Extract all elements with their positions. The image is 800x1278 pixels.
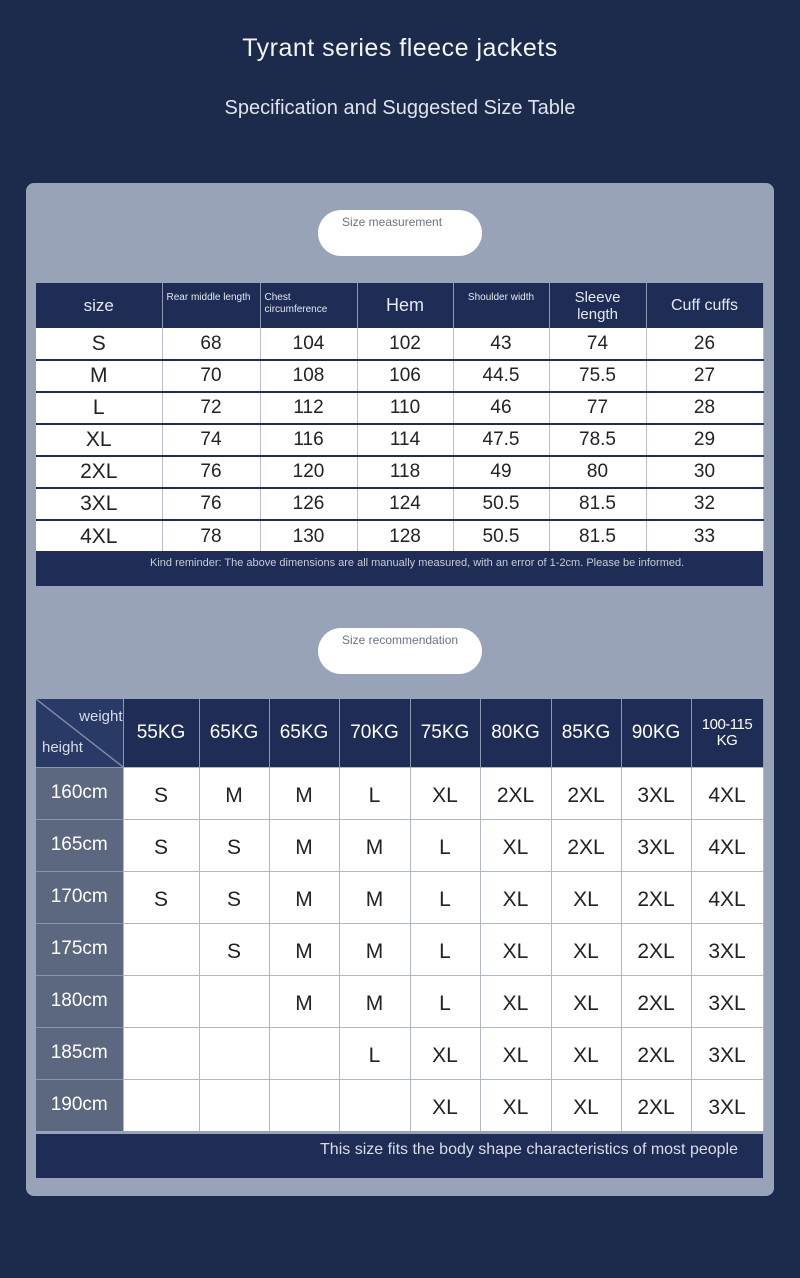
recommended-size-cell: 2XL bbox=[621, 871, 691, 923]
measurement-cell: 112 bbox=[260, 392, 357, 424]
recommended-size-cell: XL bbox=[480, 1079, 551, 1131]
recommended-size-cell bbox=[199, 975, 269, 1027]
size-cell: XL bbox=[36, 424, 162, 456]
recommended-size-cell: 3XL bbox=[621, 767, 691, 819]
measurement-cell: 114 bbox=[357, 424, 453, 456]
recommended-size-cell bbox=[269, 1079, 339, 1131]
recommended-size-cell: S bbox=[123, 819, 199, 871]
size-cell: L bbox=[36, 392, 162, 424]
measurement-cell: 74 bbox=[162, 424, 260, 456]
column-header: Cuff cuffs bbox=[646, 283, 763, 328]
recommended-size-cell: M bbox=[269, 871, 339, 923]
recommended-size-cell: XL bbox=[410, 767, 480, 819]
measurement-cell: 126 bbox=[260, 488, 357, 520]
table-row bbox=[36, 328, 763, 360]
recommended-size-cell bbox=[123, 923, 199, 975]
table-row bbox=[36, 923, 763, 975]
recommendation-note: This size fits the body shape characteristics of most people bbox=[36, 1134, 763, 1178]
recommended-size-cell: XL bbox=[410, 1079, 480, 1131]
recommended-size-cell: 4XL bbox=[691, 819, 763, 871]
measurement-cell: 81.5 bbox=[549, 488, 646, 520]
measurement-cell: 102 bbox=[357, 328, 453, 360]
page-subtitle: Specification and Suggested Size Table bbox=[224, 97, 576, 119]
size-cell: S bbox=[36, 328, 162, 360]
recommended-size-cell: XL bbox=[410, 1027, 480, 1079]
height-row-header: 185cm bbox=[36, 1027, 123, 1079]
recommended-size-cell: XL bbox=[551, 923, 621, 975]
weight-header: 85KG bbox=[551, 699, 621, 767]
recommended-size-cell: S bbox=[199, 819, 269, 871]
recommended-size-cell: M bbox=[269, 975, 339, 1027]
recommended-size-cell: M bbox=[269, 767, 339, 819]
measurement-cell: 124 bbox=[357, 488, 453, 520]
table-header-row bbox=[36, 283, 763, 328]
measurement-cell: 76 bbox=[162, 488, 260, 520]
weight-header: 70KG bbox=[339, 699, 410, 767]
measurement-cell: 130 bbox=[260, 520, 357, 552]
size-measurement-label: Size measurement bbox=[318, 210, 482, 256]
recommended-size-cell: M bbox=[339, 923, 410, 975]
recommended-size-cell: L bbox=[410, 923, 480, 975]
recommended-size-cell bbox=[199, 1079, 269, 1131]
recommended-size-cell: 2XL bbox=[551, 767, 621, 819]
measurement-cell: 78.5 bbox=[549, 424, 646, 456]
recommended-size-cell bbox=[123, 1079, 199, 1131]
measurement-cell: 128 bbox=[357, 520, 453, 552]
measurement-cell: 50.5 bbox=[453, 488, 549, 520]
weight-header: 65KG bbox=[269, 699, 339, 767]
measurement-cell: 26 bbox=[646, 328, 763, 360]
recommended-size-cell: 4XL bbox=[691, 767, 763, 819]
table-row bbox=[36, 424, 763, 456]
recommended-size-cell: XL bbox=[480, 871, 551, 923]
recommended-size-cell: XL bbox=[551, 975, 621, 1027]
recommended-size-cell: M bbox=[339, 975, 410, 1027]
recommended-size-cell: M bbox=[199, 767, 269, 819]
recommended-size-cell: S bbox=[199, 923, 269, 975]
recommended-size-cell: XL bbox=[551, 1027, 621, 1079]
recommended-size-cell: XL bbox=[480, 923, 551, 975]
table-row bbox=[36, 871, 763, 923]
recommended-size-cell: 2XL bbox=[621, 1027, 691, 1079]
measurement-cell: 47.5 bbox=[453, 424, 549, 456]
measurement-cell: 30 bbox=[646, 456, 763, 488]
recommended-size-cell bbox=[339, 1079, 410, 1131]
measurement-cell: 80 bbox=[549, 456, 646, 488]
size-cell: 2XL bbox=[36, 456, 162, 488]
measurement-cell: 27 bbox=[646, 360, 763, 392]
measurement-cell: 46 bbox=[453, 392, 549, 424]
table-header-row bbox=[36, 699, 763, 767]
measurement-note: Kind reminder: The above dimensions are all manually measured, with an error of 1-2cm. Please be informed. bbox=[36, 551, 763, 586]
measurement-cell: 29 bbox=[646, 424, 763, 456]
measurement-cell: 106 bbox=[357, 360, 453, 392]
weight-header: 80KG bbox=[480, 699, 551, 767]
size-recommendation-table bbox=[36, 699, 764, 1131]
weight-header: 90KG bbox=[621, 699, 691, 767]
recommended-size-cell: L bbox=[339, 767, 410, 819]
page-title: Tyrant series fleece jackets bbox=[242, 34, 558, 62]
recommended-size-cell bbox=[123, 975, 199, 1027]
recommended-size-cell: 3XL bbox=[691, 923, 763, 975]
measurement-cell: 108 bbox=[260, 360, 357, 392]
measurement-cell: 33 bbox=[646, 520, 763, 552]
measurement-cell: 78 bbox=[162, 520, 260, 552]
recommended-size-cell: M bbox=[339, 819, 410, 871]
measurement-cell: 110 bbox=[357, 392, 453, 424]
height-row-header: 165cm bbox=[36, 819, 123, 871]
recommended-size-cell: M bbox=[269, 819, 339, 871]
measurement-cell: 44.5 bbox=[453, 360, 549, 392]
weight-header: 55KG bbox=[123, 699, 199, 767]
column-header: Shoulder width bbox=[453, 283, 549, 328]
recommended-size-cell: L bbox=[410, 975, 480, 1027]
measurement-cell: 32 bbox=[646, 488, 763, 520]
height-row-header: 175cm bbox=[36, 923, 123, 975]
weight-header: 65KG bbox=[199, 699, 269, 767]
height-row-header: 160cm bbox=[36, 767, 123, 819]
measurement-cell: 77 bbox=[549, 392, 646, 424]
weight-header: 100-115 KG bbox=[691, 699, 763, 767]
recommended-size-cell: 3XL bbox=[691, 1079, 763, 1131]
height-row-header: 190cm bbox=[36, 1079, 123, 1131]
weight-header: 75KG bbox=[410, 699, 480, 767]
measurement-cell: 68 bbox=[162, 328, 260, 360]
measurement-cell: 75.5 bbox=[549, 360, 646, 392]
recommended-size-cell: XL bbox=[551, 871, 621, 923]
measurement-cell: 116 bbox=[260, 424, 357, 456]
measurement-cell: 49 bbox=[453, 456, 549, 488]
corner-header bbox=[36, 699, 123, 767]
height-axis-label: height bbox=[42, 738, 83, 756]
height-row-header: 170cm bbox=[36, 871, 123, 923]
table-row bbox=[36, 392, 763, 424]
column-header: Rear middle length bbox=[162, 283, 260, 328]
recommended-size-cell bbox=[269, 1027, 339, 1079]
table-row bbox=[36, 488, 763, 520]
recommended-size-cell: 3XL bbox=[691, 975, 763, 1027]
column-header: Sleeve length bbox=[549, 283, 646, 328]
recommended-size-cell: M bbox=[269, 923, 339, 975]
measurement-cell: 72 bbox=[162, 392, 260, 424]
measurement-cell: 76 bbox=[162, 456, 260, 488]
recommended-size-cell: XL bbox=[480, 975, 551, 1027]
measurement-cell: 74 bbox=[549, 328, 646, 360]
measurement-cell: 28 bbox=[646, 392, 763, 424]
measurement-cell: 104 bbox=[260, 328, 357, 360]
table-row bbox=[36, 819, 763, 871]
table-row bbox=[36, 360, 763, 392]
measurement-cell: 50.5 bbox=[453, 520, 549, 552]
recommended-size-cell: S bbox=[199, 871, 269, 923]
recommended-size-cell: XL bbox=[480, 819, 551, 871]
recommended-size-cell bbox=[199, 1027, 269, 1079]
recommended-size-cell: 4XL bbox=[691, 871, 763, 923]
table-row bbox=[36, 975, 763, 1027]
recommended-size-cell: 2XL bbox=[480, 767, 551, 819]
measurement-cell: 118 bbox=[357, 456, 453, 488]
table-row bbox=[36, 520, 763, 552]
recommended-size-cell: 3XL bbox=[621, 819, 691, 871]
recommended-size-cell: M bbox=[339, 871, 410, 923]
recommended-size-cell: S bbox=[123, 767, 199, 819]
column-header: Hem bbox=[357, 283, 453, 328]
recommended-size-cell: 2XL bbox=[621, 975, 691, 1027]
measurement-cell: 43 bbox=[453, 328, 549, 360]
recommended-size-cell bbox=[123, 1027, 199, 1079]
size-cell: 4XL bbox=[36, 520, 162, 552]
column-header: Chest circumference bbox=[260, 283, 357, 328]
measurement-cell: 70 bbox=[162, 360, 260, 392]
weight-axis-label: weight bbox=[79, 708, 123, 725]
recommended-size-cell: XL bbox=[551, 1079, 621, 1131]
recommended-size-cell: L bbox=[410, 819, 480, 871]
table-row bbox=[36, 767, 763, 819]
recommended-size-cell: XL bbox=[480, 1027, 551, 1079]
recommended-size-cell: 2XL bbox=[551, 819, 621, 871]
column-header: size bbox=[36, 283, 162, 328]
table-row bbox=[36, 1027, 763, 1079]
size-cell: 3XL bbox=[36, 488, 162, 520]
recommended-size-cell: 3XL bbox=[691, 1027, 763, 1079]
recommended-size-cell: S bbox=[123, 871, 199, 923]
table-row bbox=[36, 456, 763, 488]
recommended-size-cell: 2XL bbox=[621, 1079, 691, 1131]
recommended-size-cell: L bbox=[410, 871, 480, 923]
table-row bbox=[36, 1079, 763, 1131]
height-row-header: 180cm bbox=[36, 975, 123, 1027]
size-measurement-table bbox=[36, 283, 764, 552]
measurement-cell: 81.5 bbox=[549, 520, 646, 552]
measurement-cell: 120 bbox=[260, 456, 357, 488]
size-cell: M bbox=[36, 360, 162, 392]
size-recommendation-label: Size recommendation bbox=[318, 628, 482, 674]
recommended-size-cell: 2XL bbox=[621, 923, 691, 975]
recommended-size-cell: L bbox=[339, 1027, 410, 1079]
